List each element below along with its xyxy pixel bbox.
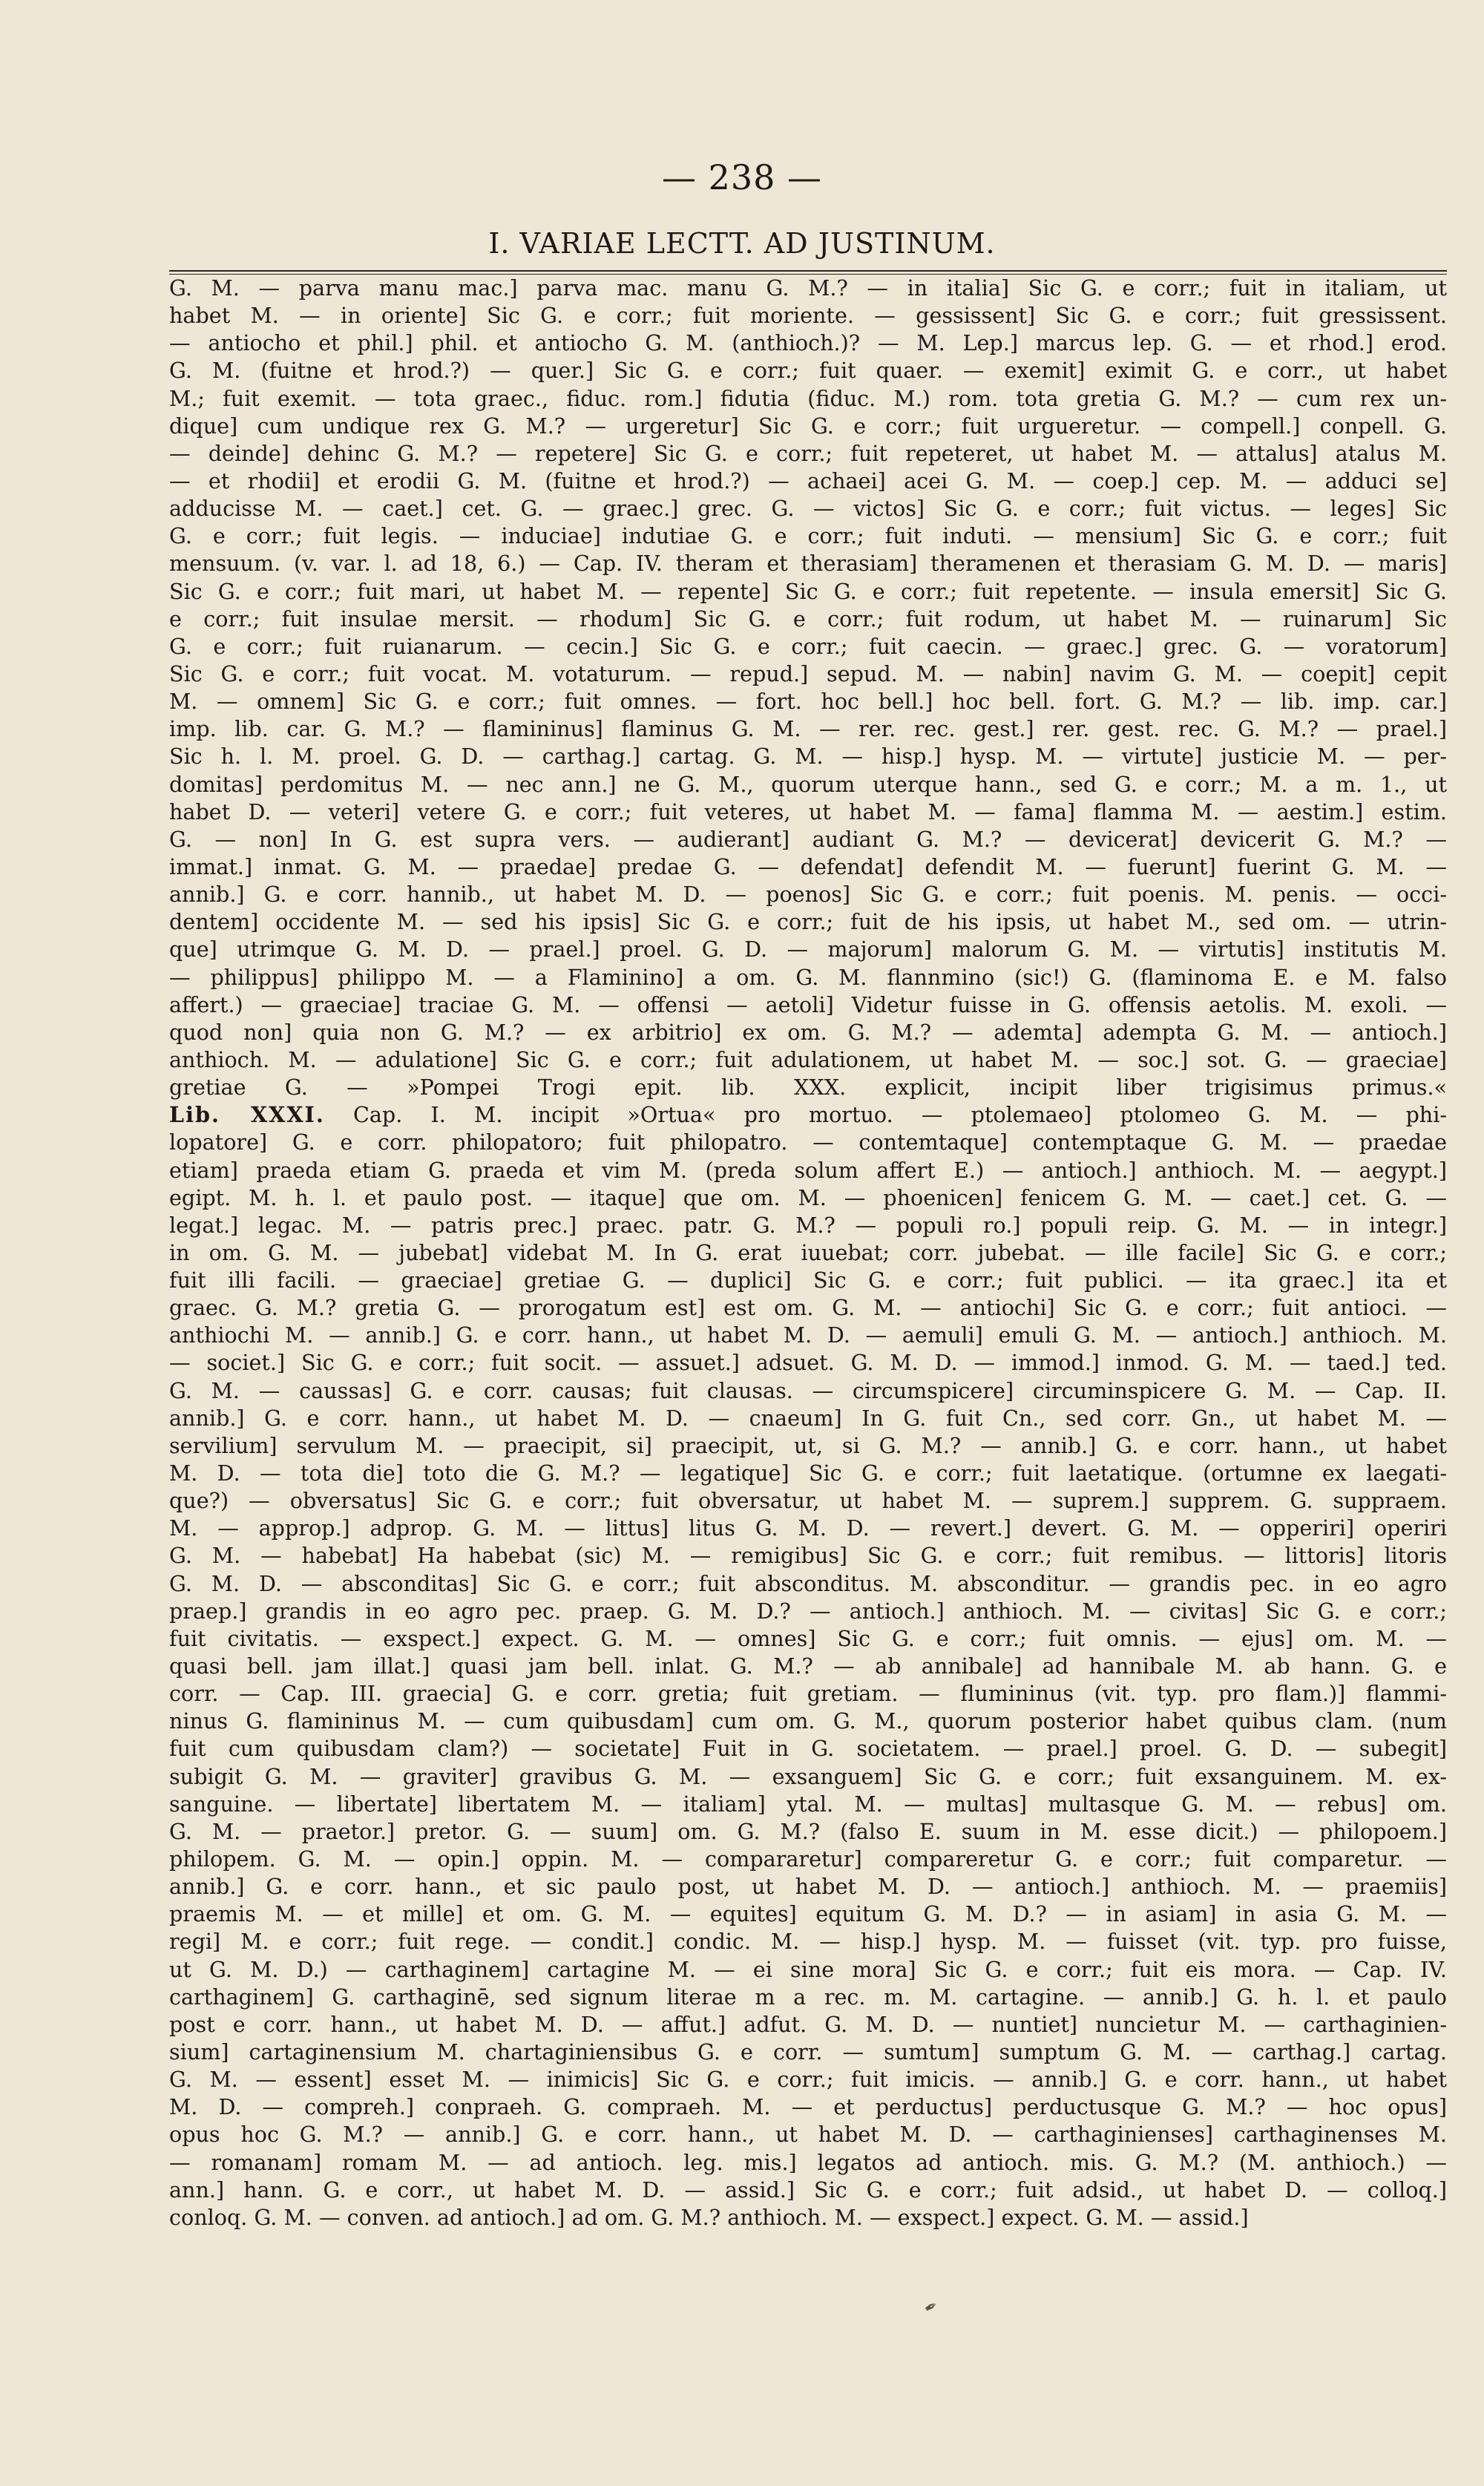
text-line: — romanam] romam M. — ad antioch. leg. mis.] legatos ad antioch. mis. G. M.? (M. anthioch.) — bbox=[169, 2149, 1447, 2175]
text-line: G. M. — caussas] G. e corr. causas; fuit clausas. — circumspicere] circuminspicere G. M. — Cap. II. bbox=[169, 1377, 1447, 1403]
text-line: Sic h. l. M. proel. G. D. — carthag.] cartag. G. M. — hisp.] hysp. M. — virtute] justicie M. — per- bbox=[169, 744, 1447, 770]
pen-mark: ✒ bbox=[920, 2296, 942, 2319]
text-line: quasi bell. jam illat.] quasi jam bell. inlat. G. M.? — ab annibale] ad hannibale M. ab hann. G. e bbox=[169, 1653, 1447, 1679]
text-line: fuit cum quibusdam clam?) — societate] Fuit in G. societatem. — prael.] proel. G. D. — subegit] bbox=[169, 1736, 1447, 1762]
text-line: immat.] inmat. G. M. — praedae] predae G. — defendat] defendit M. — fuerunt] fuerint G. M. — bbox=[169, 853, 1447, 879]
text-line: in om. G. M. — jubebat] videbat M. In G. erat iuuebat; corr. jubebat. — ille facile] Sic G. e corr.; bbox=[169, 1239, 1447, 1265]
header-rule bbox=[169, 270, 1447, 272]
text-line: post e corr. hann., ut habet M. D. — affut.] adfut. G. M. D. — nuntiet] nuncietur M. — carthaginien- bbox=[169, 2011, 1447, 2037]
text-line: imp. lib. car. G. M.? — flamininus] flaminus G. M. — rer. rec. gest.] rer. gest. rec. G. M.? — prael.] bbox=[169, 716, 1447, 742]
text-line: domitas] perdomitus M. — nec ann.] ne G. M., quorum uterque hann., sed G. e corr.; M. a m. 1., ut bbox=[169, 771, 1447, 797]
text-line: quod non] quia non G. M.? — ex arbitrio] ex om. G. M.? — ademta] adempta G. M. — antioch.] bbox=[169, 1019, 1447, 1045]
text-line: praep.] grandis in eo agro pec. praep. G. M. D.? — antioch.] anthioch. M. — civitas] Sic G. e corr.; bbox=[169, 1598, 1447, 1624]
text-line: — antiocho et phil.] phil. et antiocho G. M. (anthioch.)? — M. Lep.] marcus lep. G. — et rhod.] erod. bbox=[169, 330, 1447, 356]
text-line: dentem] occidente M. — sed his ipsis] Sic G. e corr.; fuit de his ipsis, ut habet M., sed om. — utrin- bbox=[169, 909, 1447, 935]
text-line: servilium] servulum M. — praecipit, si] praecipit, ut, si G. M.? — annib.] G. e corr. hann., ut habet bbox=[169, 1432, 1447, 1458]
text-line: praemis M. — et mille] et om. G. M. — equites] equitum G. M. D.? — in asiam] in asia G. M. — bbox=[169, 1901, 1447, 1927]
text-line: G. M. — habebat] Ha habebat (sic) M. — remigibus] Sic G. e corr.; fuit remibus. — littoris] litoris bbox=[169, 1543, 1447, 1569]
text-line: — deinde] dehinc G. M.? — repetere] Sic G. e corr.; fuit repeteret, ut habet M. — attalus] atalus M. bbox=[169, 440, 1447, 466]
text-line: sanguine. — libertate] libertatem M. — italiam] ytal. M. — multas] multasque G. M. — rebus] om. bbox=[169, 1791, 1447, 1817]
text-line: ann.] hann. G. e corr., ut habet M. D. — assid.] Sic G. e corr.; fuit adsid., ut habet D. — colloq.] bbox=[169, 2177, 1447, 2203]
text-line: anthiochi M. — annib.] G. e corr. hann., ut habet M. D. — aemuli] emuli G. M. — antioch.] anthioch. M. bbox=[169, 1322, 1447, 1348]
text-line: lopatore] G. e corr. philopatoro; fuit philopatro. — contemtaque] contemptaque G. M. — praedae bbox=[169, 1129, 1447, 1155]
text-line: ut G. M. D.) — carthaginem] cartagine M. — ei sine mora] Sic G. e corr.; fuit eis mora. — Cap. IV. bbox=[169, 1956, 1447, 1982]
text-line: corr. — Cap. III. graecia] G. e corr. gretia; fuit gretiam. — flumininus (vit. typ. pro flam.)] flammi- bbox=[169, 1681, 1447, 1707]
text-line: — societ.] Sic G. e corr.; fuit socit. — assuet.] adsuet. G. M. D. — immod.] inmod. G. M. — taed.] ted. bbox=[169, 1350, 1447, 1376]
text-line: annib.] G. e corr. hann., ut habet M. D. — cnaeum] In G. fuit Cn., sed corr. Gn., ut habet M. — bbox=[169, 1405, 1447, 1431]
text-line: carthaginem] G. carthaginē, sed signum literae m a rec. m. M. cartagine. — annib.] G. h. l. et paulo bbox=[169, 1984, 1447, 2010]
text-line: G. M. — parva manu mac.] parva mac. manu G. M.? — in italia] Sic G. e corr.; fuit in italiam, ut bbox=[169, 275, 1447, 301]
text-line: fuit illi facili. — graeciae] gretiae G. — duplici] Sic G. e corr.; fuit publici. — ita graec.] ita et bbox=[169, 1267, 1447, 1293]
text-line: graec. G. M.? gretia G. — prorogatum est] est om. G. M. — antiochi] Sic G. e corr.; fuit antioci. — bbox=[169, 1295, 1447, 1321]
text-line: adducisse M. — caet.] cet. G. — graec.] grec. G. — victos] Sic G. e corr.; fuit victus. — leges] Sic bbox=[169, 496, 1447, 522]
text-line: M. D. — tota die] toto die G. M.? — legatique] Sic G. e corr.; fuit laetatique. (ortumne ex laegati- bbox=[169, 1460, 1447, 1486]
text-line: philopem. G. M. — opin.] oppin. M. — compararetur] compareretur G. e corr.; fuit comparetur. — bbox=[169, 1846, 1447, 1872]
text-line: subigit G. M. — graviter] gravibus G. M. — exsanguem] Sic G. e corr.; fuit exsanguinem. M. ex- bbox=[169, 1763, 1447, 1789]
text-line: — et rhodii] et erodii G. M. (fuitne et hrod.?) — achaei] acei G. M. — coep.] cep. M. — adduci se] bbox=[169, 468, 1447, 493]
text-line: G. e corr.; fuit ruianarum. — cecin.] Sic G. e corr.; fuit caecin. — graec.] grec. G. — voratorum] bbox=[169, 633, 1447, 659]
text-line: G. M. (fuitne et hrod.?) — quer.] Sic G. e corr.; fuit quaer. — exemit] eximit G. e corr., ut habet bbox=[169, 358, 1447, 384]
text-line: regi] M. e corr.; fuit rege. — condit.] condic. M. — hisp.] hysp. M. — fuisset (vit. typ. pro fuisse, bbox=[169, 1929, 1447, 1955]
text-line: Sic G. e corr.; fuit vocat. M. votaturum. — repud.] sepud. M. — nabin] navim G. M. — coepit] cepit bbox=[169, 660, 1447, 686]
text-line: opus hoc G. M.? — annib.] G. e corr. hann., ut habet M. D. — carthaginienses] carthaginenses M. bbox=[169, 2122, 1447, 2148]
critical-apparatus-text bbox=[169, 275, 1447, 2231]
text-line: egipt. M. h. l. et paulo post. — itaque] que om. M. — phoenicen] fenicem G. M. — caet.] cet. G. — bbox=[169, 1184, 1447, 1210]
text-line: legat.] legac. M. — patris prec.] praec. patr. G. M.? — populi ro.] populi reip. G. M. — in integr.] bbox=[169, 1212, 1447, 1238]
text-line: G. M. D. — absconditas] Sic G. e corr.; fuit absconditus. M. absconditur. — grandis pec. in eo agro bbox=[169, 1570, 1447, 1596]
book-heading: Lib. XXXI. bbox=[169, 1102, 325, 1128]
page-number: — 238 — bbox=[661, 157, 823, 197]
text-line: gretiae G. — »Pompei Trogi epit. lib. XXX. explicit, incipit liber trigisimus primus.« bbox=[169, 1075, 1447, 1101]
text-line: habet D. — veteri] vetere G. e corr.; fuit veteres, ut habet M. — fama] flamma M. — aestim.] estim. bbox=[169, 798, 1447, 824]
text-line: G. e corr.; fuit legis. — induciae] indutiae G. e corr.; fuit induti. — mensium] Sic G. e corr.; fuit bbox=[169, 523, 1447, 549]
text-line: habet M. — in oriente] Sic G. e corr.; fuit moriente. — gessissent] Sic G. e corr.; fuit gressissent. bbox=[169, 303, 1447, 329]
text-line: sium] cartaginensium M. chartaginiensibus G. e corr. — sumtum] sumptum G. M. — carthag.] cartag. bbox=[169, 2039, 1447, 2064]
text-line: affert.) — graeciae] traciae G. M. — offensi — aetoli] Videtur fuisse in G. offensis aetolis. M. exoli. — bbox=[169, 991, 1447, 1017]
text-line: etiam] praeda etiam G. praeda et vim M. (preda solum affert E.) — antioch.] anthioch. M. — aegypt.] bbox=[169, 1157, 1447, 1183]
text-line: G. M. — essent] esset M. — inimicis] Sic G. e corr.; fuit imicis. — annib.] G. e corr. hann., ut habet bbox=[169, 2067, 1447, 2093]
text-line: M. D. — compreh.] conpraeh. G. compraeh. M. — et perductus] perductusque G. M.? — hoc opus] bbox=[169, 2094, 1447, 2120]
text-line: Lib. XXXI. Cap. I. M. incipit »Ortua« pro mortuo. — ptolemaeo] ptolomeo G. M. — phi- bbox=[169, 1102, 1447, 1128]
text-line: que?) — obversatus] Sic G. e corr.; fuit obversatur, ut habet M. — suprem.] supprem. G. suppraem. bbox=[169, 1488, 1447, 1514]
text-line: ninus G. flamininus M. — cum quibusdam] cum om. G. M., quorum posterior habet quibus clam. (num bbox=[169, 1708, 1447, 1734]
text-line: M. — omnem] Sic G. e corr.; fuit omnes. — fort. hoc bell.] hoc bell. fort. G. M.? — lib. imp. car.] bbox=[169, 689, 1447, 715]
text-line: conloq. G. M. — conven. ad antioch.] ad om. G. M.? anthioch. M. — exspect.] expect. G. M. — assid.] bbox=[169, 2204, 1249, 2230]
text-line: G. — non] In G. est supra vers. — audierant] audiant G. M.? — devicerat] devicerit G. M.? — bbox=[169, 826, 1447, 852]
text-line: Sic G. e corr.; fuit mari, ut habet M. — repente] Sic G. e corr.; fuit repetente. — insula emersit] Sic G. bbox=[169, 578, 1447, 604]
text-line: M. — approp.] adprop. G. M. — littus] litus G. M. D. — revert.] devert. G. M. — opperiri] operiri bbox=[169, 1515, 1447, 1541]
text-line: mensuum. (v. var. l. ad 18, 6.) — Cap. IV. theram et therasiam] theramenen et therasiam G. M. D. — maris] bbox=[169, 551, 1447, 577]
text-line: — philippus] philippo M. — a Flaminino] a om. G. M. flannmino (sic!) G. (flaminoma E. e M. falso bbox=[169, 964, 1447, 990]
text-line: fuit civitatis. — exspect.] expect. G. M. — omnes] Sic G. e corr.; fuit omnis. — ejus] om. M. — bbox=[169, 1625, 1447, 1651]
text-line: anthioch. M. — adulatione] Sic G. e corr.; fuit adulationem, ut habet M. — soc.] sot. G. — graeciae] bbox=[169, 1046, 1447, 1072]
text-line: annib.] G. e corr. hann., et sic paulo post, ut habet M. D. — antioch.] anthioch. M. — praemiis] bbox=[169, 1874, 1447, 1900]
text-line: G. M. — praetor.] pretor. G. — suum] om. G. M.? (falso E. suum in M. esse dicit.) — philopoem.] bbox=[169, 1818, 1447, 1844]
running-head: I. VARIAE LECTT. AD JUSTINUM. bbox=[488, 227, 996, 260]
text-line: annib.] G. e corr. hannib., ut habet M. D. — poenos] Sic G. e corr.; fuit poenis. M. penis. — occi- bbox=[169, 882, 1447, 908]
text-line: dique] cum undique rex G. M.? — urgeretur] Sic G. e corr.; fuit urgueretur. — compell.] conpell. G. bbox=[169, 413, 1447, 439]
text-line: que] utrimque G. M. D. — prael.] proel. G. D. — majorum] malorum G. M. — virtutis] institutis M. bbox=[169, 937, 1447, 962]
text-line: M.; fuit exemit. — tota graec., fiduc. rom.] fidutia (fiduc. M.) rom. tota gretia G. M.? — cum rex un- bbox=[169, 385, 1447, 411]
text-line: e corr.; fuit insulae mersit. — rhodum] Sic G. e corr.; fuit rodum, ut habet M. — ruinarum] Sic bbox=[169, 606, 1447, 632]
